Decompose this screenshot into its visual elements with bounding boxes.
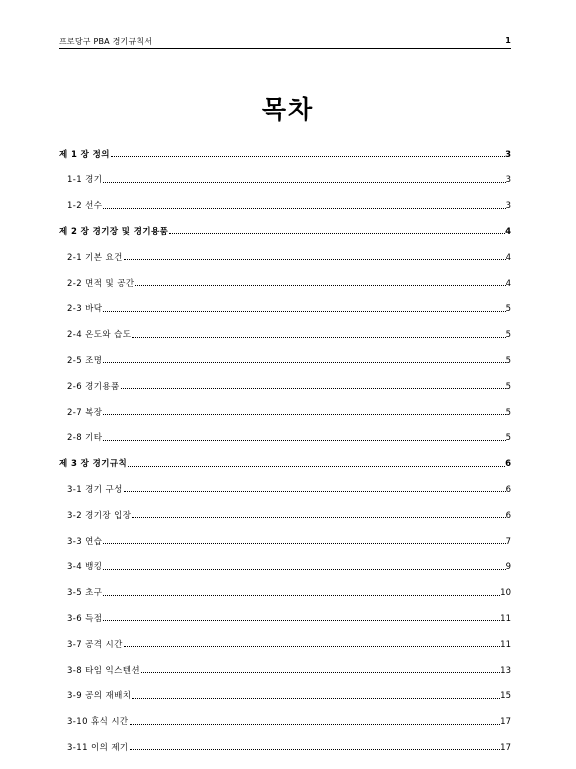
toc-leader-dots xyxy=(130,724,501,725)
toc-entry-page: 17 xyxy=(500,742,511,753)
toc-leader-dots xyxy=(132,517,505,518)
toc-leader-dots xyxy=(128,466,505,467)
toc-entry-label: 1-2 선수 xyxy=(67,201,103,212)
toc-entry-page: 4 xyxy=(505,252,511,263)
toc-entry-page: 3 xyxy=(505,175,511,186)
toc-section-entry[interactable] xyxy=(59,403,511,417)
toc-entry-page: 5 xyxy=(505,304,511,315)
toc-entry-label: 제 1 장 정의 xyxy=(59,149,110,160)
toc-entry-page: 10 xyxy=(500,588,511,599)
toc-leader-dots xyxy=(103,569,505,570)
toc-entry-label: 3-9 공의 재배치 xyxy=(67,691,132,702)
toc-entry-page: 9 xyxy=(505,562,511,573)
toc-entry-label: 3-5 초구 xyxy=(67,588,103,599)
toc-entry-page: 15 xyxy=(500,691,511,702)
toc-leader-dots xyxy=(124,259,506,260)
toc-entry-label: 3-2 경기장 입장 xyxy=(67,510,132,521)
toc-entry-label: 3-7 공격 시간 xyxy=(67,639,123,650)
toc-entry-page: 6 xyxy=(505,484,511,495)
toc-leader-dots xyxy=(103,595,500,596)
toc-section-entry[interactable] xyxy=(59,300,511,314)
toc-section-entry[interactable] xyxy=(59,738,511,752)
toc-leader-dots xyxy=(141,672,500,673)
toc-entry-label: 2-2 면적 및 공간 xyxy=(67,278,135,289)
toc-leader-dots xyxy=(103,208,505,209)
toc-entry-page: 5 xyxy=(505,330,511,341)
toc-entry-label: 3-1 경기 구성 xyxy=(67,484,123,495)
toc-entry-label: 2-6 경기용품 xyxy=(67,381,120,392)
toc-section-entry[interactable] xyxy=(59,248,511,262)
toc-entry-label: 3-11 이의 제기 xyxy=(67,742,129,753)
toc-entry-label: 3-10 휴식 시간 xyxy=(67,717,129,728)
toc-section-entry[interactable] xyxy=(59,584,511,598)
toc-leader-dots xyxy=(169,233,505,234)
toc-entry-page: 5 xyxy=(505,381,511,392)
toc-leader-dots xyxy=(124,491,506,492)
toc-entry-label: 2-1 기본 요건 xyxy=(67,252,123,263)
page-number: 1 xyxy=(505,36,511,45)
header-rule xyxy=(59,48,511,49)
toc-section-entry[interactable] xyxy=(59,687,511,701)
toc-leader-dots xyxy=(103,440,505,441)
toc-leader-dots xyxy=(132,337,505,338)
toc-section-entry[interactable] xyxy=(59,326,511,340)
toc-entry-page: 3 xyxy=(505,201,511,212)
toc-entry-label: 2-8 기타 xyxy=(67,433,103,444)
toc-entry-page: 6 xyxy=(505,459,511,470)
toc-entry-label: 제 2 장 경기장 및 경기용품 xyxy=(59,226,169,237)
toc-leader-dots xyxy=(132,698,500,699)
toc-entry-label: 2-7 복장 xyxy=(67,407,103,418)
toc-entry-page: 6 xyxy=(505,510,511,521)
toc-entry-page: 17 xyxy=(500,717,511,728)
toc-section-entry[interactable] xyxy=(59,351,511,365)
toc-entry-label: 1-1 경기 xyxy=(67,175,103,186)
toc-section-entry[interactable] xyxy=(59,429,511,443)
toc-entry-label: 3-3 연습 xyxy=(67,536,103,547)
toc-leader-dots xyxy=(103,414,505,415)
toc-section-entry[interactable] xyxy=(59,274,511,288)
toc-entry-page: 5 xyxy=(505,433,511,444)
toc-chapter-entry[interactable] xyxy=(59,145,511,159)
toc-section-entry[interactable] xyxy=(59,713,511,727)
toc-section-entry[interactable] xyxy=(59,558,511,572)
toc-leader-dots xyxy=(111,156,505,157)
toc-section-entry[interactable] xyxy=(59,532,511,546)
toc-entry-label: 제 3 장 경기규칙 xyxy=(59,459,128,470)
toc-section-entry[interactable] xyxy=(59,661,511,675)
toc-leader-dots xyxy=(124,646,500,647)
toc-entry-label: 2-4 온도와 습도 xyxy=(67,330,132,341)
toc-section-entry[interactable] xyxy=(59,609,511,623)
toc-entry-label: 2-5 조명 xyxy=(67,355,103,366)
toc-chapter-entry[interactable] xyxy=(59,455,511,469)
toc-entry-page: 4 xyxy=(505,278,511,289)
toc-entry-page: 11 xyxy=(500,613,511,624)
toc-entry-page: 5 xyxy=(505,407,511,418)
toc-entry-page: 7 xyxy=(505,536,511,547)
toc-section-entry[interactable] xyxy=(59,377,511,391)
toc-section-entry[interactable] xyxy=(59,635,511,649)
toc-entry-page: 13 xyxy=(500,665,511,676)
toc-leader-dots xyxy=(103,362,505,363)
toc-leader-dots xyxy=(103,182,505,183)
toc-entry-page: 11 xyxy=(500,639,511,650)
toc-leader-dots xyxy=(135,285,505,286)
toc-entry-label: 2-3 바닥 xyxy=(67,304,103,315)
toc-entry-page: 3 xyxy=(505,149,511,160)
document-title: 프로당구 PBA 경기규칙서 xyxy=(59,37,153,46)
toc-entry-label: 3-8 타임 익스텐션 xyxy=(67,665,140,676)
toc-entry-label: 3-6 득점 xyxy=(67,613,103,624)
toc-section-entry[interactable] xyxy=(59,506,511,520)
toc-title: 목차 xyxy=(261,95,315,124)
toc-leader-dots xyxy=(103,620,500,621)
toc-entry-page: 5 xyxy=(505,355,511,366)
toc-chapter-entry[interactable] xyxy=(59,222,511,236)
toc-entry-page: 4 xyxy=(505,226,511,237)
page-header xyxy=(59,36,511,47)
toc-section-entry[interactable] xyxy=(59,171,511,185)
toc-section-entry[interactable] xyxy=(59,197,511,211)
toc-entry-label: 3-4 뱅킹 xyxy=(67,562,103,573)
toc-leader-dots xyxy=(103,311,505,312)
toc-leader-dots xyxy=(103,543,505,544)
toc-section-entry[interactable] xyxy=(59,480,511,494)
toc-leader-dots xyxy=(121,388,506,389)
toc-leader-dots xyxy=(130,749,501,750)
